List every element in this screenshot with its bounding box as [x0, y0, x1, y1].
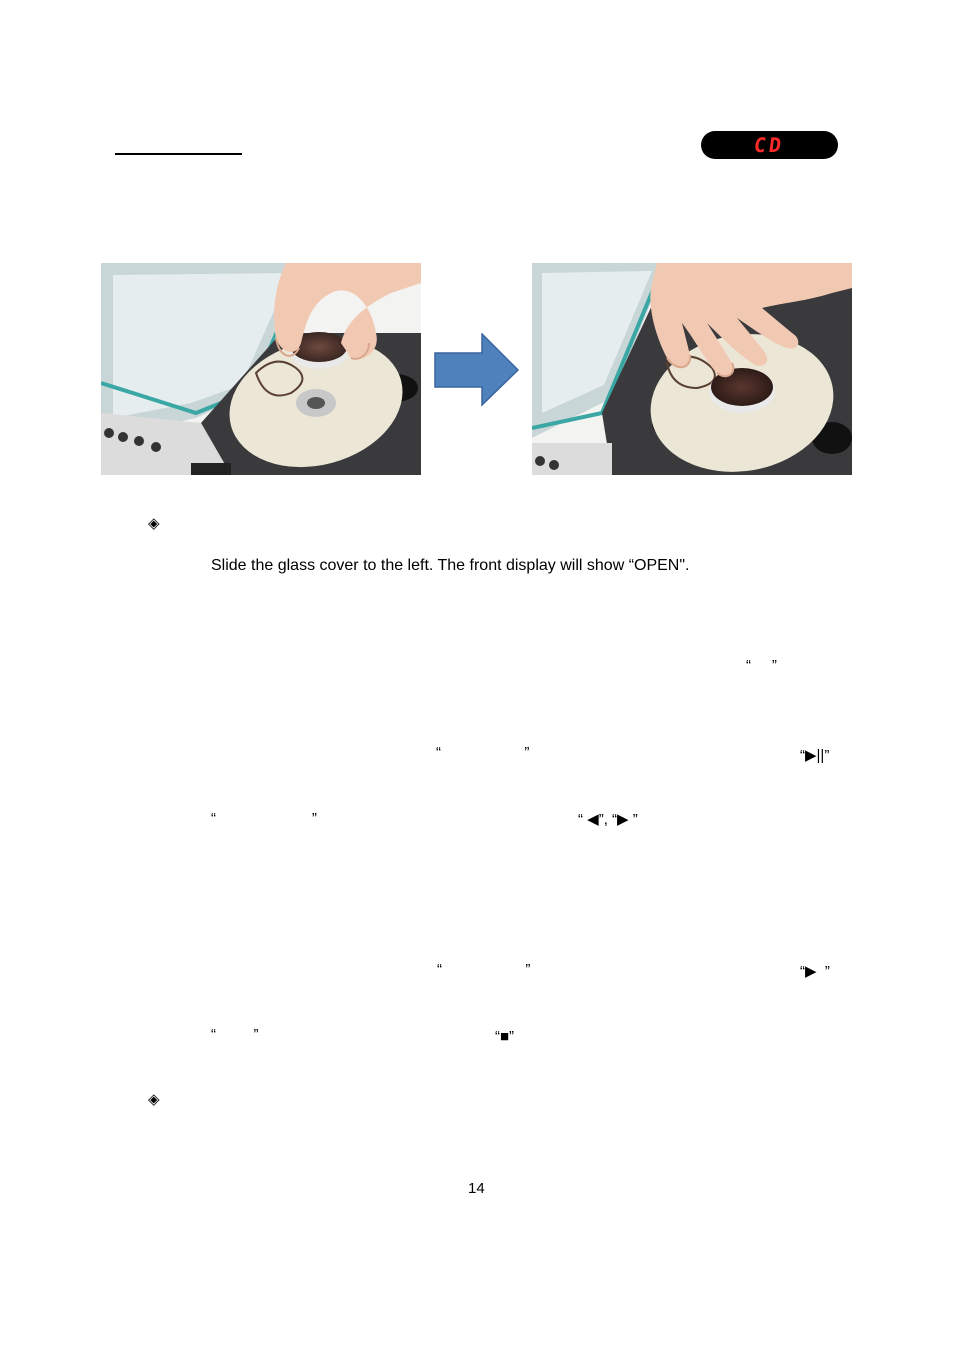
bullet-diamond-icon: ◈ — [148, 1091, 160, 1108]
quote-mark: “ ” — [746, 657, 777, 674]
play-pause-symbol: “▶||” — [800, 747, 830, 764]
section-title-underline — [115, 153, 242, 155]
quote-mark: “ ” — [211, 1026, 259, 1043]
play-symbol: “▶ ” — [800, 963, 830, 980]
page-number: 14 — [468, 1180, 485, 1197]
front-display-badge — [701, 131, 838, 159]
quote-mark: “ ” — [437, 961, 531, 978]
stop-symbol: “■” — [495, 1028, 515, 1045]
next-step-arrow-icon — [434, 333, 520, 407]
bullet-diamond-icon: ◈ — [148, 515, 160, 532]
display-text: CD — [752, 133, 787, 157]
prev-next-symbols: “ ◀”, “▶ ” — [578, 811, 638, 828]
instruction-open-text: Slide the glass cover to the left. The front display will show “OPEN". — [211, 557, 690, 574]
disc-insert-photo-2 — [532, 263, 852, 475]
quote-mark: “ ” — [211, 810, 317, 827]
disc-insert-photo-1 — [101, 263, 421, 475]
quote-mark: “ ” — [436, 744, 530, 761]
